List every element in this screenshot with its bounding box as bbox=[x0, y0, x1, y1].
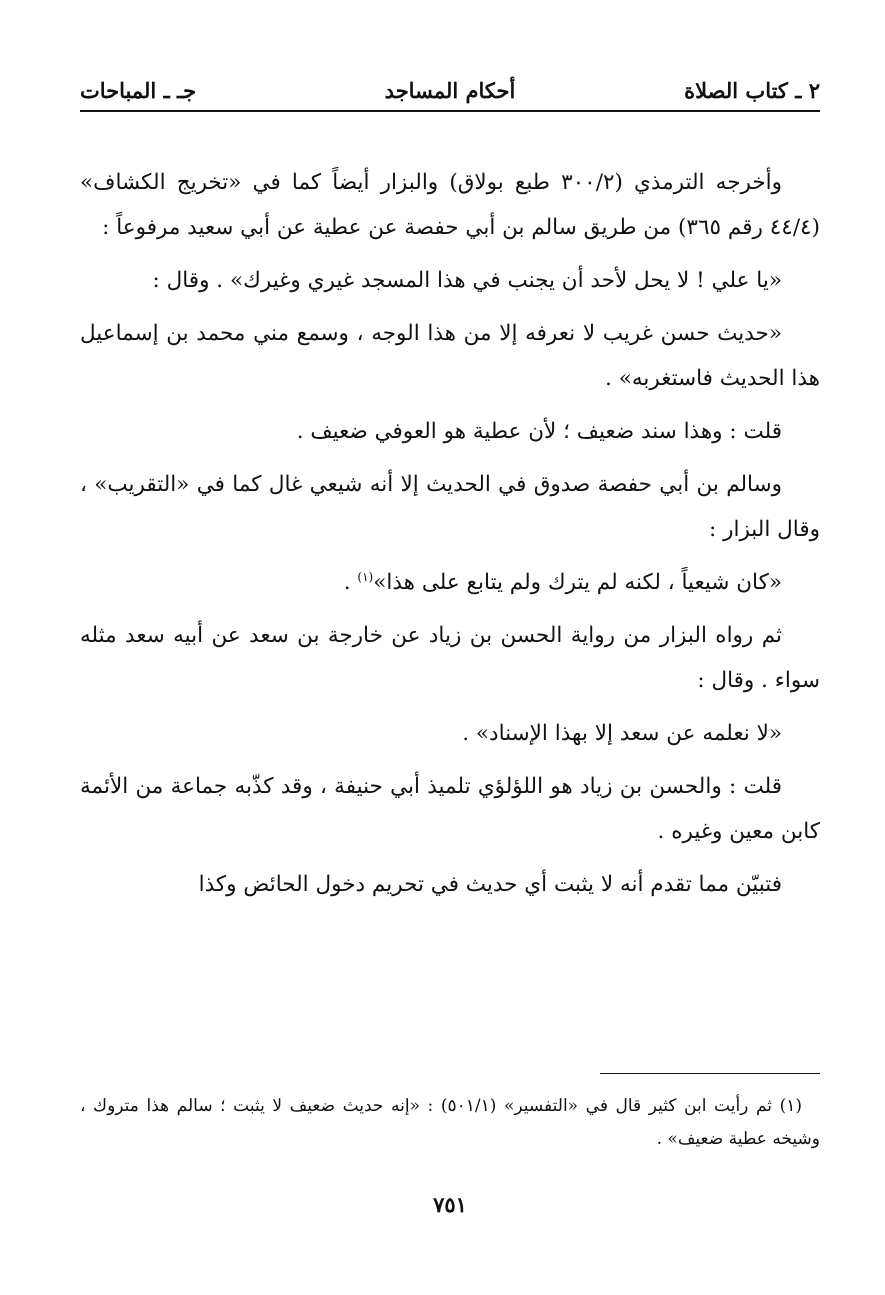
header-subsection: جـ ـ المباحات bbox=[80, 77, 197, 103]
book-page bbox=[80, 0, 820, 1295]
paragraph: «لا نعلمه عن سعد إلا بهذا الإسناد» . bbox=[462, 721, 782, 746]
header-section: أحكام المساجد bbox=[384, 77, 516, 103]
paragraph: قلت : والحسن بن زياد هو اللؤلؤي تلميذ أبي حنيفة ، وقد كذّبه جماعة من الأئمة كابن معين وغيره . bbox=[80, 774, 820, 844]
paragraph bbox=[80, 560, 820, 605]
paragraph: وسالم بن أبي حفصة صدوق في الحديث إلا أنه شيعي غال كما في «التقريب» ، وقال البزار : bbox=[80, 472, 820, 542]
footnote-marker[interactable]: (١) bbox=[357, 569, 374, 584]
footnote-text: (١) ثم رأيت ابن كثير قال في «التفسير» (٥٠١/١) : «إنه حديث ضعيف لا يثبت ؛ سالم هذا متروك ، وشيخه عطية ضعيف» . bbox=[80, 1096, 820, 1149]
running-header bbox=[80, 70, 820, 112]
paragraph: فتبيّن مما تقدم أنه لا يثبت أي حديث في تحريم دخول الحائض وكذا bbox=[198, 872, 782, 897]
quote-text: «كان شيعياً ، لكنه لم يترك ولم يتابع على هذا» bbox=[373, 570, 782, 595]
paragraph: وأخرجه الترمذي (٣٠٠/٢ طبع بولاق) والبزار أيضاً كما في «تخريج الكشاف» (٤٤/٤ رقم ٣٦٥) من طريق سالم بن أبي حفصة عن عطية عن أبي سعيد مرفوعاً : bbox=[80, 170, 820, 240]
paragraph: «يا علي ! لا يحل لأحد أن يجنب في هذا المسجد غيري وغيرك» . وقال : bbox=[152, 268, 782, 293]
page-number: ٧٥١ bbox=[433, 1192, 467, 1217]
paragraph: قلت : وهذا سند ضعيف ؛ لأن عطية هو العوفي ضعيف . bbox=[296, 419, 782, 444]
quote-tail: . bbox=[343, 570, 358, 595]
header-chapter: ٢ ـ كتاب الصلاة bbox=[684, 77, 820, 103]
main-text bbox=[80, 160, 820, 915]
paragraph: «حديث حسن غريب لا نعرفه إلا من هذا الوجه ، وسمع مني محمد بن إسماعيل هذا الحديث فاستغربه» . bbox=[80, 321, 820, 391]
footnote bbox=[80, 1090, 820, 1156]
footnote-divider bbox=[600, 1073, 820, 1074]
paragraph: ثم رواه البزار من رواية الحسن بن زياد عن خارجة بن سعد عن أبيه سعد مثله سواء . وقال : bbox=[80, 623, 820, 693]
